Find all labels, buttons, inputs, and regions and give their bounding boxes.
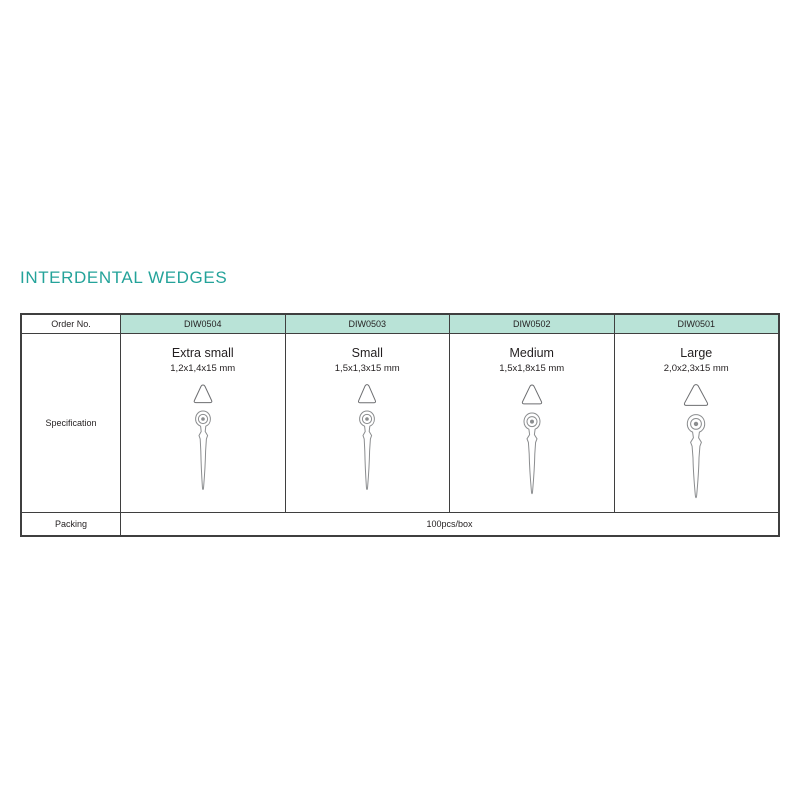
- wedge-illustrations-4: [671, 381, 721, 505]
- size-dimensions-2: 1,5x1,3x15 mm: [334, 363, 400, 374]
- spec-cell-2: [285, 334, 450, 513]
- table-row-specification: [22, 334, 779, 513]
- order-no-col-3: DIW0502: [450, 315, 615, 334]
- specification-table: [20, 313, 780, 537]
- spec-cell-1: [121, 334, 286, 513]
- size-name-3: Medium: [509, 346, 554, 360]
- size-dimensions-1: 1,2x1,4x15 mm: [170, 363, 236, 374]
- packing-value: 100pcs/box: [121, 513, 779, 536]
- size-name-4: Large: [680, 346, 713, 360]
- size-name-1: Extra small: [171, 346, 234, 360]
- size-dimensions-3: 1,5x1,8x15 mm: [499, 363, 565, 374]
- row-label-order-no: Order No.: [22, 315, 121, 334]
- spec-cell-4: [614, 334, 779, 513]
- wedge-illustrations-3: [509, 381, 555, 501]
- order-no-col-4: DIW0501: [614, 315, 779, 334]
- row-label-packing: Packing: [22, 513, 121, 536]
- row-label-specification: Specification: [22, 334, 121, 513]
- wedge-cross-section-icon: [511, 381, 553, 409]
- spec-cell-3: [450, 334, 615, 513]
- wedge-illustrations-1: [181, 381, 225, 497]
- table-row-packing: [22, 513, 779, 536]
- wedge-side-view-icon: [671, 411, 721, 505]
- size-name-2: Small: [351, 346, 383, 360]
- order-no-col-1: DIW0504: [121, 315, 286, 334]
- wedge-side-view-icon: [181, 407, 225, 497]
- wedge-side-view-icon: [509, 409, 555, 501]
- wedge-illustrations-2: [345, 381, 389, 497]
- page-title: INTERDENTAL WEDGES: [20, 268, 228, 287]
- table-row-order-no: [22, 315, 779, 334]
- size-dimensions-4: 2,0x2,3x15 mm: [663, 363, 729, 374]
- wedge-side-view-icon: [345, 407, 389, 497]
- wedge-cross-section-icon: [347, 381, 387, 407]
- wedge-cross-section-icon: [673, 381, 719, 411]
- wedge-cross-section-icon: [183, 381, 223, 407]
- order-no-col-2: DIW0503: [285, 315, 450, 334]
